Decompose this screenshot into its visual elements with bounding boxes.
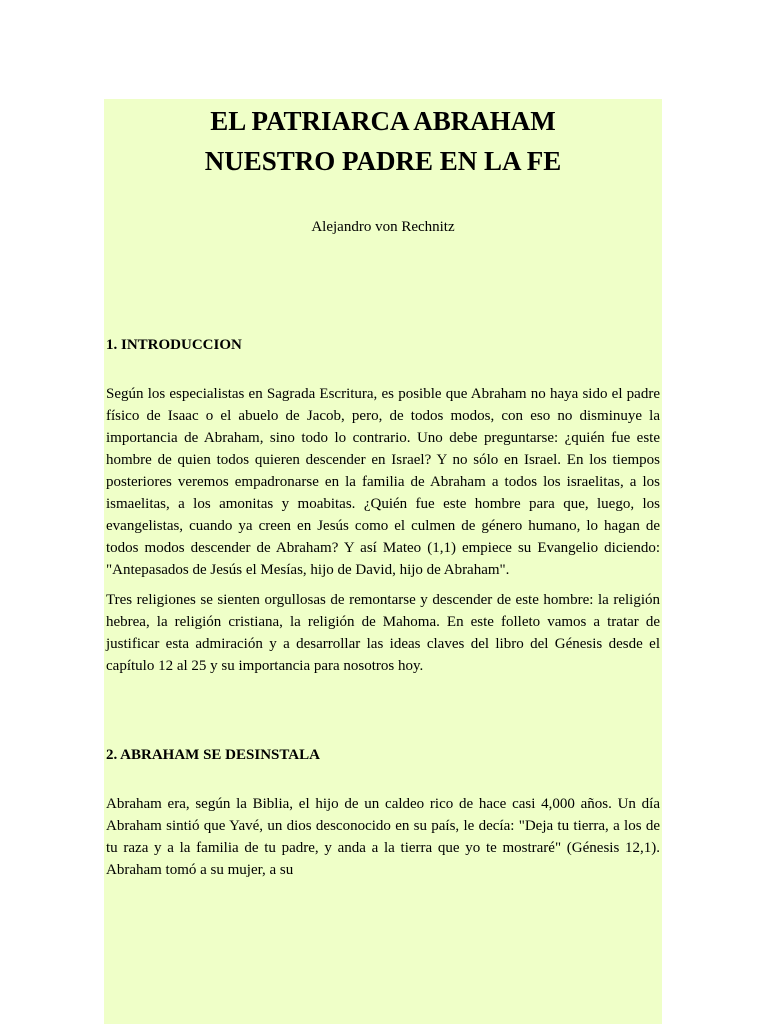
paragraph: Según los especialistas en Sagrada Escritura, es posible que Abraham no haya sido el padre físico de Isaac o el abuelo de Jacob, pero, de todos modos, con eso no disminuye la importancia de Abraham, sino todo lo contrario. Uno debe preguntarse: ¿quién fue este hombre de quien todos quieren descender en Israel? Y no sólo en Israel. En los tiempos posteriores veremos empadronarse en la familia de Abraham a todos los israelitas, a los ismaelitas, a los amonitas y moabitas. ¿Quién fue este hombre para que, luego, los evangelistas, cuando ya creen en Jesús como el culmen de género humano, lo hagan de todos modos descender de Abraham? Y así Mateo (1,1) empiece su Evangelio diciendo: "Antepasados de Jesús el Mesías, hijo de David, hijo de Abraham". <box>106 386 660 578</box>
document-page <box>104 99 662 1024</box>
title-line-1: EL PATRIARCA ABRAHAM <box>210 106 556 136</box>
author-name: Alejandro von Rechnitz <box>311 219 455 235</box>
paragraph: Abraham era, según la Biblia, el hijo de un caldeo rico de hace casi 4,000 años. Un día Abraham sintió que Yavé, un dios desconocido en su país, le decía: "Deja tu tierra, a los de tu raza y a la familia de tu padre, y anda a la tierra que yo te mostraré" (Génesis 12,1). Abraham tomó a su mujer, a su <box>106 796 660 878</box>
document-title <box>104 101 662 181</box>
section-heading-desinstala: 2. ABRAHAM SE DESINSTALA <box>106 747 320 763</box>
section-heading-introduccion: 1. INTRODUCCION <box>106 337 242 353</box>
title-line-2: NUESTRO PADRE EN LA FE <box>204 146 562 176</box>
paragraph: Tres religiones se sienten orgullosas de remontarse y descender de este hombre: la religión hebrea, la religión cristiana, la religión de Mahoma. En este folleto vamos a tratar de justificar esta admiración y a desarrollar las ideas claves del libro del Génesis desde el capítulo 12 al 25 y su importancia para nosotros hoy. <box>106 592 660 674</box>
